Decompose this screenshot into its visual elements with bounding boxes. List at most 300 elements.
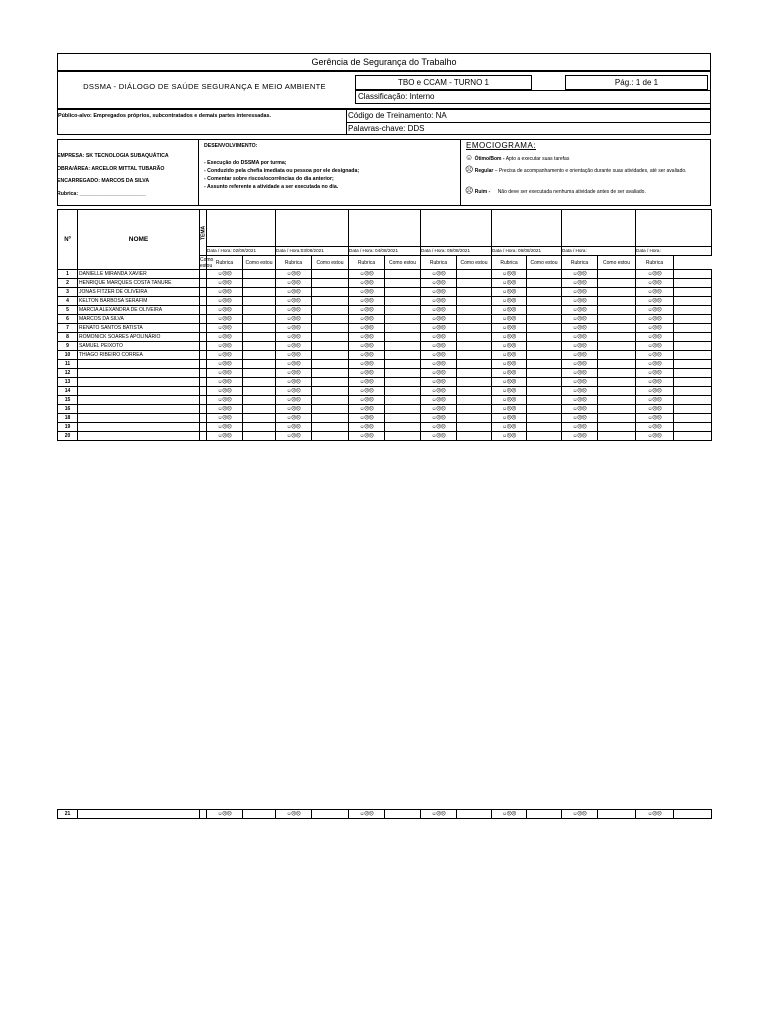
rubrica-cell[interactable] xyxy=(243,279,276,288)
row-number: 20 xyxy=(58,432,78,441)
emotion-faces-icon[interactable]: ☺☹☹ xyxy=(349,279,385,288)
emotion-faces-icon[interactable]: ☺☹☹ xyxy=(562,405,598,414)
rubrica-cell[interactable] xyxy=(674,351,712,360)
rubrica-cell[interactable] xyxy=(527,342,562,351)
emotion-faces-icon[interactable]: ☺☹☹ xyxy=(636,387,674,396)
row-number: 14 xyxy=(58,387,78,396)
emotion-faces-icon[interactable]: ☺☹☹ xyxy=(562,279,598,288)
rubrica-cell[interactable] xyxy=(527,288,562,297)
emotion-faces-icon[interactable]: ☺☹☹ xyxy=(421,369,457,378)
emotion-faces-icon[interactable]: ☺☹☹ xyxy=(207,324,243,333)
rubrica-cell[interactable] xyxy=(527,324,562,333)
emotion-faces-icon[interactable]: ☺☹☹ xyxy=(492,315,527,324)
rubrica-cell[interactable] xyxy=(385,306,421,315)
emotion-faces-icon[interactable]: ☺☹☹ xyxy=(636,423,674,432)
emotion-faces-icon[interactable]: ☺☹☹ xyxy=(492,423,527,432)
emotion-faces-icon[interactable]: ☺☹☹ xyxy=(421,297,457,306)
rubrica-cell[interactable] xyxy=(527,414,562,423)
rubrica-cell[interactable] xyxy=(457,810,492,819)
emotion-faces-icon[interactable]: ☺☹☹ xyxy=(207,423,243,432)
row-number: 13 xyxy=(58,378,78,387)
emotion-faces-icon[interactable]: ☺☹☹ xyxy=(207,405,243,414)
emotion-faces-icon[interactable]: ☺☹☹ xyxy=(492,369,527,378)
emotion-faces-icon[interactable]: ☺☹☹ xyxy=(276,414,312,423)
emotion-faces-icon[interactable]: ☺☹☹ xyxy=(207,279,243,288)
emotion-faces-icon[interactable]: ☺☹☹ xyxy=(349,810,385,819)
row-name xyxy=(78,414,200,423)
rubrica-cell[interactable] xyxy=(457,387,492,396)
rubrica-cell[interactable] xyxy=(674,324,712,333)
rubrica-cell[interactable] xyxy=(243,414,276,423)
emotion-faces-icon[interactable]: ☺☹☹ xyxy=(636,369,674,378)
rubrica-cell[interactable] xyxy=(243,405,276,414)
rubrica-cell[interactable] xyxy=(385,387,421,396)
rubrica-cell[interactable] xyxy=(385,360,421,369)
rubrica-cell[interactable] xyxy=(598,405,636,414)
rubrica-cell[interactable] xyxy=(457,342,492,351)
emotion-faces-icon[interactable]: ☺☹☹ xyxy=(421,288,457,297)
emotion-faces-icon[interactable]: ☺☹☹ xyxy=(492,288,527,297)
emotion-faces-icon[interactable]: ☺☹☹ xyxy=(421,423,457,432)
emotion-faces-icon[interactable]: ☺☹☹ xyxy=(636,270,674,279)
rubrica-cell[interactable] xyxy=(457,405,492,414)
rubrica-cell[interactable] xyxy=(598,351,636,360)
rubrica-cell[interactable] xyxy=(457,360,492,369)
rubrica-cell[interactable] xyxy=(243,378,276,387)
rubrica-cell[interactable] xyxy=(243,351,276,360)
rubrica-cell[interactable] xyxy=(312,306,349,315)
emotion-faces-icon[interactable]: ☺☹☹ xyxy=(492,378,527,387)
rubrica-cell[interactable] xyxy=(527,387,562,396)
emotion-faces-icon[interactable]: ☺☹☹ xyxy=(636,324,674,333)
rubrica-cell[interactable] xyxy=(385,279,421,288)
emotion-faces-icon[interactable]: ☺☹☹ xyxy=(636,333,674,342)
emotion-faces-icon[interactable]: ☺☹☹ xyxy=(276,423,312,432)
emotion-faces-icon[interactable]: ☺☹☹ xyxy=(276,378,312,387)
emotion-faces-icon[interactable]: ☺☹☹ xyxy=(562,432,598,441)
rubrica-cell[interactable] xyxy=(674,297,712,306)
smile-icon: ☺ xyxy=(465,153,474,162)
rubrica-cell[interactable] xyxy=(598,360,636,369)
emotion-faces-icon[interactable]: ☺☹☹ xyxy=(207,306,243,315)
rubrica-cell[interactable] xyxy=(527,810,562,819)
rubrica-cell[interactable] xyxy=(385,270,421,279)
emotion-faces-icon[interactable]: ☺☹☹ xyxy=(562,360,598,369)
rubrica-cell[interactable] xyxy=(243,270,276,279)
date-header: Data / Hora: xyxy=(562,247,636,256)
rubrica-cell[interactable] xyxy=(312,810,349,819)
emotion-faces-icon[interactable]: ☺☹☹ xyxy=(492,270,527,279)
rubrica-cell[interactable] xyxy=(527,396,562,405)
rubrica-cell[interactable] xyxy=(243,360,276,369)
emotion-faces-icon[interactable]: ☺☹☹ xyxy=(421,387,457,396)
emotion-faces-icon[interactable]: ☺☹☹ xyxy=(492,297,527,306)
rubrica-cell[interactable] xyxy=(598,342,636,351)
emotion-faces-icon[interactable]: ☺☹☹ xyxy=(562,810,598,819)
emotion-faces-icon[interactable]: ☺☹☹ xyxy=(349,324,385,333)
rubrica-cell[interactable] xyxy=(598,810,636,819)
rubrica-cell[interactable] xyxy=(674,414,712,423)
row-tema xyxy=(200,360,207,369)
rubrica-cell[interactable] xyxy=(457,369,492,378)
emotion-faces-icon[interactable]: ☺☹☹ xyxy=(636,297,674,306)
emotion-faces-icon[interactable]: ☺☹☹ xyxy=(636,432,674,441)
emotion-faces-icon[interactable]: ☺☹☹ xyxy=(276,387,312,396)
rubrica-cell[interactable] xyxy=(385,405,421,414)
emotion-faces-icon[interactable]: ☺☹☹ xyxy=(492,306,527,315)
rubrica-cell[interactable] xyxy=(312,342,349,351)
subheader-como-estou: Como estou xyxy=(598,256,636,270)
rubrica-cell[interactable] xyxy=(385,423,421,432)
rubrica-cell[interactable] xyxy=(385,414,421,423)
rubrica-cell[interactable] xyxy=(674,369,712,378)
emotion-faces-icon[interactable]: ☺☹☹ xyxy=(562,324,598,333)
rubrica-cell[interactable] xyxy=(527,423,562,432)
rubrica-cell[interactable] xyxy=(457,396,492,405)
emotion-faces-icon[interactable]: ☺☹☹ xyxy=(207,432,243,441)
rubrica-cell[interactable] xyxy=(312,405,349,414)
row-number: 2 xyxy=(58,279,78,288)
emotion-faces-icon[interactable]: ☺☹☹ xyxy=(349,414,385,423)
rubrica-cell[interactable] xyxy=(312,270,349,279)
rubrica-cell[interactable] xyxy=(598,288,636,297)
rubrica-cell[interactable] xyxy=(312,396,349,405)
rubrica-cell[interactable] xyxy=(527,306,562,315)
emotion-faces-icon[interactable]: ☺☹☹ xyxy=(636,351,674,360)
emotion-faces-icon[interactable]: ☺☹☹ xyxy=(421,360,457,369)
emotion-faces-icon[interactable]: ☺☹☹ xyxy=(276,279,312,288)
emotion-faces-icon[interactable]: ☺☹☹ xyxy=(636,306,674,315)
rubrica-cell[interactable] xyxy=(674,279,712,288)
rubrica-cell[interactable] xyxy=(674,810,712,819)
rubrica-cell[interactable] xyxy=(385,810,421,819)
emotion-faces-icon[interactable]: ☺☹☹ xyxy=(492,324,527,333)
emotion-faces-icon[interactable]: ☺☹☹ xyxy=(421,810,457,819)
row-number: 12 xyxy=(58,369,78,378)
emotion-faces-icon[interactable]: ☺☹☹ xyxy=(276,405,312,414)
emotion-faces-icon[interactable]: ☺☹☹ xyxy=(492,432,527,441)
emotion-faces-icon[interactable]: ☺☹☹ xyxy=(562,378,598,387)
emotion-faces-icon[interactable]: ☺☹☹ xyxy=(349,423,385,432)
rubrica-cell[interactable] xyxy=(457,432,492,441)
rubrica-cell[interactable] xyxy=(457,306,492,315)
rubrica-cell[interactable] xyxy=(598,297,636,306)
rubrica-cell[interactable] xyxy=(312,315,349,324)
rubrica-cell[interactable] xyxy=(457,414,492,423)
row-number: 6 xyxy=(58,315,78,324)
emotion-faces-icon[interactable]: ☺☹☹ xyxy=(562,288,598,297)
rubrica-cell[interactable] xyxy=(527,360,562,369)
emotion-faces-icon[interactable]: ☺☹☹ xyxy=(562,270,598,279)
emotion-faces-icon[interactable]: ☺☹☹ xyxy=(636,288,674,297)
row-tema xyxy=(200,378,207,387)
rubrica-cell[interactable] xyxy=(457,279,492,288)
emotion-faces-icon[interactable]: ☺☹☹ xyxy=(207,810,243,819)
rubrica-cell[interactable] xyxy=(243,423,276,432)
rubrica-cell[interactable] xyxy=(674,396,712,405)
rubrica-cell[interactable] xyxy=(312,432,349,441)
table-row xyxy=(58,306,712,315)
emotion-faces-icon[interactable]: ☺☹☹ xyxy=(421,279,457,288)
rubrica-cell[interactable] xyxy=(457,324,492,333)
rubrica-cell[interactable] xyxy=(385,378,421,387)
emotion-faces-icon[interactable]: ☺☹☹ xyxy=(349,360,385,369)
rubrica-cell[interactable] xyxy=(312,387,349,396)
rubrica-cell[interactable] xyxy=(527,333,562,342)
emotion-faces-icon[interactable]: ☺☹☹ xyxy=(207,333,243,342)
emotion-faces-icon[interactable]: ☺☹☹ xyxy=(276,369,312,378)
emotion-faces-icon[interactable]: ☺☹☹ xyxy=(207,270,243,279)
rubrica-cell[interactable] xyxy=(385,288,421,297)
rubrica-cell[interactable] xyxy=(385,315,421,324)
emotion-faces-icon[interactable]: ☺☹☹ xyxy=(349,396,385,405)
page-box xyxy=(565,75,708,90)
emotion-faces-icon[interactable]: ☺☹☹ xyxy=(349,369,385,378)
rubrica-cell[interactable] xyxy=(312,378,349,387)
rubrica-cell[interactable] xyxy=(385,333,421,342)
emotion-faces-icon[interactable]: ☺☹☹ xyxy=(349,315,385,324)
emotion-faces-icon[interactable]: ☺☹☹ xyxy=(276,333,312,342)
emociograma-otimo xyxy=(465,153,569,162)
rubrica-cell[interactable] xyxy=(312,333,349,342)
rubrica-cell[interactable] xyxy=(457,423,492,432)
rubrica-cell[interactable] xyxy=(457,333,492,342)
emotion-faces-icon[interactable]: ☺☹☹ xyxy=(562,306,598,315)
emotion-faces-icon[interactable]: ☺☹☹ xyxy=(421,270,457,279)
emotion-faces-icon[interactable]: ☺☹☹ xyxy=(636,360,674,369)
rubrica-cell[interactable] xyxy=(598,387,636,396)
rubrica-cell[interactable] xyxy=(243,369,276,378)
rubrica-cell[interactable] xyxy=(243,288,276,297)
rubrica-cell[interactable] xyxy=(527,432,562,441)
rubrica-cell[interactable] xyxy=(243,387,276,396)
emotion-faces-icon[interactable]: ☺☹☹ xyxy=(492,342,527,351)
emotion-faces-icon[interactable]: ☺☹☹ xyxy=(562,414,598,423)
rubrica-cell[interactable] xyxy=(457,315,492,324)
rubrica-cell[interactable] xyxy=(385,342,421,351)
emotion-faces-icon[interactable]: ☺☹☹ xyxy=(207,396,243,405)
rubrica-cell[interactable] xyxy=(312,414,349,423)
rubrica-cell[interactable] xyxy=(243,333,276,342)
rubrica-cell[interactable] xyxy=(598,324,636,333)
rubrica-cell[interactable] xyxy=(312,297,349,306)
rubrica-cell[interactable] xyxy=(598,315,636,324)
rubrica-cell[interactable] xyxy=(527,351,562,360)
emotion-faces-icon[interactable]: ☺☹☹ xyxy=(349,405,385,414)
emotion-faces-icon[interactable]: ☺☹☹ xyxy=(421,342,457,351)
emotion-faces-icon[interactable]: ☺☹☹ xyxy=(421,405,457,414)
emotion-faces-icon[interactable]: ☺☹☹ xyxy=(636,315,674,324)
table-row xyxy=(58,396,712,405)
rubrica-cell[interactable] xyxy=(598,396,636,405)
emotion-faces-icon[interactable]: ☺☹☹ xyxy=(207,360,243,369)
rubrica-cell[interactable] xyxy=(312,360,349,369)
emotion-faces-icon[interactable]: ☺☹☹ xyxy=(636,378,674,387)
rubrica-cell[interactable] xyxy=(457,297,492,306)
rubrica-cell[interactable] xyxy=(243,306,276,315)
row-number: 1 xyxy=(58,270,78,279)
rubrica-cell[interactable] xyxy=(385,369,421,378)
rubrica-cell[interactable] xyxy=(674,288,712,297)
rubrica-cell[interactable] xyxy=(598,423,636,432)
emotion-faces-icon[interactable]: ☺☹☹ xyxy=(276,342,312,351)
emotion-faces-icon[interactable]: ☺☹☹ xyxy=(349,288,385,297)
rubrica-cell[interactable] xyxy=(243,342,276,351)
rubrica-cell[interactable] xyxy=(243,432,276,441)
emotion-faces-icon[interactable]: ☺☹☹ xyxy=(421,333,457,342)
rubrica-cell[interactable] xyxy=(674,315,712,324)
rubrica-cell[interactable] xyxy=(527,270,562,279)
rubrica-cell[interactable] xyxy=(674,378,712,387)
emotion-faces-icon[interactable]: ☺☹☹ xyxy=(636,342,674,351)
emotion-faces-icon[interactable]: ☺☹☹ xyxy=(207,315,243,324)
emotion-faces-icon[interactable]: ☺☹☹ xyxy=(207,369,243,378)
rubrica-cell[interactable] xyxy=(598,414,636,423)
emotion-faces-icon[interactable]: ☺☹☹ xyxy=(276,396,312,405)
emotion-faces-icon[interactable]: ☺☹☹ xyxy=(349,333,385,342)
rubrica-cell[interactable] xyxy=(385,324,421,333)
emotion-faces-icon[interactable]: ☺☹☹ xyxy=(636,405,674,414)
emotion-faces-icon[interactable]: ☺☹☹ xyxy=(207,378,243,387)
emotion-faces-icon[interactable]: ☺☹☹ xyxy=(276,315,312,324)
rubrica-cell[interactable] xyxy=(312,369,349,378)
emotion-faces-icon[interactable]: ☺☹☹ xyxy=(349,306,385,315)
classification: Classificação: Interno xyxy=(358,92,435,101)
rubrica-cell[interactable] xyxy=(243,324,276,333)
rubrica-cell[interactable] xyxy=(527,315,562,324)
ruim-text: Não deve ser executada nenhuma atividade antes de ser avaliado. xyxy=(497,189,646,195)
emotion-faces-icon[interactable]: ☺☹☹ xyxy=(421,351,457,360)
rubrica-cell[interactable] xyxy=(674,333,712,342)
rubrica-cell[interactable] xyxy=(598,333,636,342)
emotion-faces-icon[interactable]: ☺☹☹ xyxy=(276,306,312,315)
rubrica-cell[interactable] xyxy=(674,423,712,432)
emotion-faces-icon[interactable]: ☺☹☹ xyxy=(349,351,385,360)
emotion-faces-icon[interactable]: ☺☹☹ xyxy=(207,351,243,360)
rubrica-cell[interactable] xyxy=(527,369,562,378)
emotion-faces-icon[interactable]: ☺☹☹ xyxy=(349,387,385,396)
emotion-faces-icon[interactable]: ☺☹☹ xyxy=(421,306,457,315)
emotion-faces-icon[interactable]: ☺☹☹ xyxy=(562,333,598,342)
emotion-faces-icon[interactable]: ☺☹☹ xyxy=(492,360,527,369)
rubrica-cell[interactable] xyxy=(598,270,636,279)
rubrica-cell[interactable] xyxy=(385,297,421,306)
rubrica-cell[interactable] xyxy=(598,306,636,315)
emotion-faces-icon[interactable]: ☺☹☹ xyxy=(276,432,312,441)
emotion-faces-icon[interactable]: ☺☹☹ xyxy=(636,279,674,288)
rubrica-cell[interactable] xyxy=(312,423,349,432)
emotion-faces-icon[interactable]: ☺☹☹ xyxy=(562,297,598,306)
rubrica-cell[interactable] xyxy=(243,810,276,819)
emotion-faces-icon[interactable]: ☺☹☹ xyxy=(562,369,598,378)
emotion-faces-icon[interactable]: ☺☹☹ xyxy=(276,324,312,333)
emotion-faces-icon[interactable]: ☺☹☹ xyxy=(492,414,527,423)
emotion-faces-icon[interactable]: ☺☹☹ xyxy=(562,396,598,405)
emotion-faces-icon[interactable]: ☺☹☹ xyxy=(562,351,598,360)
emotion-faces-icon[interactable]: ☺☹☹ xyxy=(562,342,598,351)
emotion-faces-icon[interactable]: ☺☹☹ xyxy=(492,810,527,819)
emotion-faces-icon[interactable]: ☺☹☹ xyxy=(276,297,312,306)
emotion-faces-icon[interactable]: ☺☹☹ xyxy=(421,378,457,387)
emotion-faces-icon[interactable]: ☺☹☹ xyxy=(562,315,598,324)
rubrica-cell[interactable] xyxy=(598,279,636,288)
rubrica-cell[interactable] xyxy=(457,270,492,279)
rubrica-cell[interactable] xyxy=(312,288,349,297)
emotion-faces-icon[interactable]: ☺☹☹ xyxy=(349,270,385,279)
emotion-faces-icon[interactable]: ☺☹☹ xyxy=(207,288,243,297)
rubrica-cell[interactable] xyxy=(598,432,636,441)
rubrica-cell[interactable] xyxy=(457,378,492,387)
emotion-faces-icon[interactable]: ☺☹☹ xyxy=(421,432,457,441)
rubrica-cell[interactable] xyxy=(385,432,421,441)
rubrica-cell[interactable] xyxy=(674,342,712,351)
emotion-faces-icon[interactable]: ☺☹☹ xyxy=(636,414,674,423)
emotion-faces-icon[interactable]: ☺☹☹ xyxy=(421,396,457,405)
emotion-faces-icon[interactable]: ☺☹☹ xyxy=(492,405,527,414)
emotion-faces-icon[interactable]: ☺☹☹ xyxy=(207,342,243,351)
emotion-faces-icon[interactable]: ☺☹☹ xyxy=(421,414,457,423)
emotion-faces-icon[interactable]: ☺☹☹ xyxy=(492,279,527,288)
rubrica-cell[interactable] xyxy=(243,396,276,405)
emotion-faces-icon[interactable]: ☺☹☹ xyxy=(492,333,527,342)
rubrica-cell[interactable] xyxy=(457,351,492,360)
rubrica-cell[interactable] xyxy=(243,297,276,306)
rubrica-cell[interactable] xyxy=(598,378,636,387)
rubrica-cell[interactable] xyxy=(312,279,349,288)
rubrica-cell[interactable] xyxy=(674,306,712,315)
training-code: Código de Treinamento: NA xyxy=(348,111,447,120)
rubrica-cell[interactable] xyxy=(527,405,562,414)
emotion-faces-icon[interactable]: ☺☹☹ xyxy=(207,387,243,396)
emotion-faces-icon[interactable]: ☺☹☹ xyxy=(492,351,527,360)
emotion-faces-icon[interactable]: ☺☹☹ xyxy=(349,342,385,351)
emotion-faces-icon[interactable]: ☺☹☹ xyxy=(636,810,674,819)
rubrica-cell[interactable] xyxy=(385,351,421,360)
emotion-faces-icon[interactable]: ☺☹☹ xyxy=(349,297,385,306)
rubrica-cell[interactable] xyxy=(527,279,562,288)
emotion-faces-icon[interactable]: ☺☹☹ xyxy=(562,387,598,396)
rubrica-cell[interactable] xyxy=(243,315,276,324)
rubrica-cell[interactable] xyxy=(674,360,712,369)
rubrica-cell[interactable] xyxy=(527,297,562,306)
emotion-faces-icon[interactable]: ☺☹☹ xyxy=(421,324,457,333)
rubrica-cell[interactable] xyxy=(385,396,421,405)
emotion-faces-icon[interactable]: ☺☹☹ xyxy=(349,432,385,441)
emotion-faces-icon[interactable]: ☺☹☹ xyxy=(276,810,312,819)
emotion-faces-icon[interactable]: ☺☹☹ xyxy=(276,351,312,360)
rubrica-cell[interactable] xyxy=(674,405,712,414)
rubrica-cell[interactable] xyxy=(527,378,562,387)
emotion-faces-icon[interactable]: ☺☹☹ xyxy=(207,414,243,423)
rubrica-cell[interactable] xyxy=(674,432,712,441)
emotion-faces-icon[interactable]: ☺☹☹ xyxy=(276,360,312,369)
emotion-faces-icon[interactable]: ☺☹☹ xyxy=(636,396,674,405)
emotion-faces-icon[interactable]: ☺☹☹ xyxy=(207,297,243,306)
rubrica-cell[interactable] xyxy=(457,288,492,297)
emotion-faces-icon[interactable]: ☺☹☹ xyxy=(349,378,385,387)
emotion-faces-icon[interactable]: ☺☹☹ xyxy=(492,396,527,405)
emotion-faces-icon[interactable]: ☺☹☹ xyxy=(562,423,598,432)
emotion-faces-icon[interactable]: ☺☹☹ xyxy=(276,270,312,279)
emotion-faces-icon[interactable]: ☺☹☹ xyxy=(492,387,527,396)
emotion-faces-icon[interactable]: ☺☹☹ xyxy=(276,288,312,297)
emotion-faces-icon[interactable]: ☺☹☹ xyxy=(421,315,457,324)
rubrica-cell[interactable] xyxy=(674,387,712,396)
rubrica-cell[interactable] xyxy=(312,351,349,360)
rubrica-cell[interactable] xyxy=(312,324,349,333)
rubrica-cell[interactable] xyxy=(674,270,712,279)
rubrica-cell[interactable] xyxy=(598,369,636,378)
